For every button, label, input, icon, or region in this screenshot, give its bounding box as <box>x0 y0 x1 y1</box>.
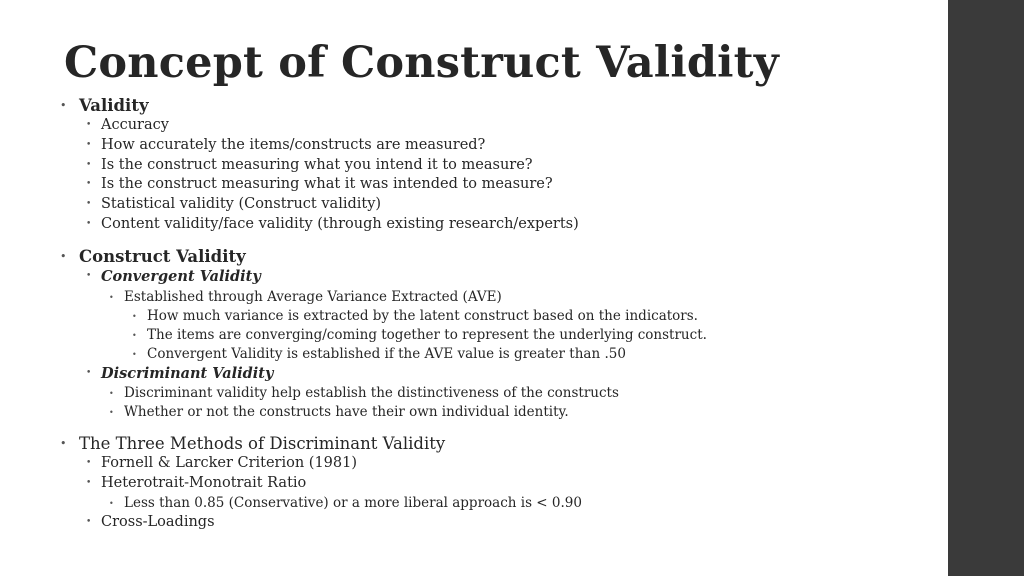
discriminant-point-text: Whether or not the constructs have their own individual identity. <box>124 404 569 421</box>
convergent-point <box>60 307 940 326</box>
bullet-icon: • <box>86 159 92 170</box>
validity-item <box>60 195 940 215</box>
slide-title: Concept of Construct Validity <box>64 38 779 88</box>
method-item <box>60 513 940 533</box>
method-item-text: Cross-Loadings <box>101 513 215 530</box>
convergent-point-text: How much variance is extracted by the latent construct based on the indicators. <box>147 307 698 324</box>
construct-validity-heading <box>60 246 940 267</box>
discriminant-validity-heading-text: Discriminant Validity <box>101 364 274 382</box>
validity-item <box>60 136 940 156</box>
method-item <box>60 474 940 494</box>
validity-item-text: Content validity/face validity (through existing research/experts) <box>101 215 579 232</box>
bullet-icon: • <box>109 498 114 508</box>
bullet-icon: • <box>60 99 67 112</box>
htmt-threshold-note <box>60 494 940 513</box>
bullet-icon: • <box>60 437 67 451</box>
bullet-icon: • <box>86 478 92 489</box>
validity-item <box>60 116 940 136</box>
bullet-icon: • <box>86 218 92 229</box>
bullet-icon: • <box>86 139 92 150</box>
bullet-icon: • <box>109 389 114 399</box>
validity-item <box>60 215 940 235</box>
validity-item <box>60 175 940 195</box>
validity-item-text: Statistical validity (Construct validity) <box>101 196 382 213</box>
validity-heading <box>60 95 940 116</box>
validity-item <box>60 156 940 176</box>
validity-item-text: Is the construct measuring what it was intended to measure? <box>101 176 553 193</box>
validity-heading-text: Validity <box>79 96 149 115</box>
convergent-point <box>60 326 940 345</box>
discriminant-validity-heading <box>60 364 940 385</box>
bullet-icon: • <box>132 311 137 321</box>
convergent-validity-heading-text: Convergent Validity <box>101 267 261 285</box>
convergent-point-text: The items are converging/coming together to represent the underlying construct. <box>147 326 707 343</box>
convergent-point <box>60 345 940 364</box>
validity-item-text: How accurately the items/constructs are measured? <box>101 136 486 153</box>
three-methods-heading <box>60 433 940 454</box>
bullet-icon: • <box>86 270 92 281</box>
discriminant-point <box>60 384 940 403</box>
bullet-icon: • <box>109 408 114 418</box>
convergent-validity-heading <box>60 267 940 288</box>
method-item <box>60 454 940 474</box>
bullet-icon: • <box>86 516 92 527</box>
bullet-icon: • <box>86 179 92 190</box>
validity-item-text: Is the construct measuring what you intend it to measure? <box>101 156 533 173</box>
validity-item-text: Accuracy <box>101 117 169 133</box>
bullet-icon: • <box>109 292 114 302</box>
construct-validity-heading-text: Construct Validity <box>79 246 246 266</box>
discriminant-point-text: Discriminant validity help establish the distinctiveness of the constructs <box>124 385 619 402</box>
discriminant-point <box>60 403 940 422</box>
bullet-icon: • <box>86 367 92 378</box>
bullet-icon: • <box>132 349 137 359</box>
convergent-point-text: Convergent Validity is established if the AVE value is greater than .50 <box>147 345 626 362</box>
bullet-icon: • <box>86 458 92 469</box>
right-sidebar-panel <box>948 0 1024 576</box>
slide-content <box>60 95 940 533</box>
convergent-sub-item-text: Established through Average Variance Extracted (AVE) <box>124 288 502 305</box>
bullet-icon: • <box>132 330 137 340</box>
bullet-icon: • <box>86 199 92 210</box>
three-methods-heading-text: The Three Methods of Discriminant Validity <box>79 434 446 454</box>
method-item-text: Heterotrait-Monotrait Ratio <box>101 475 307 492</box>
bullet-icon: • <box>60 249 67 263</box>
method-item-text: Fornell & Larcker Criterion (1981) <box>101 455 358 472</box>
convergent-sub-item <box>60 288 940 307</box>
bullet-icon: • <box>86 120 92 130</box>
htmt-threshold-note-text: Less than 0.85 (Conservative) or a more liberal approach is < 0.90 <box>124 494 582 511</box>
